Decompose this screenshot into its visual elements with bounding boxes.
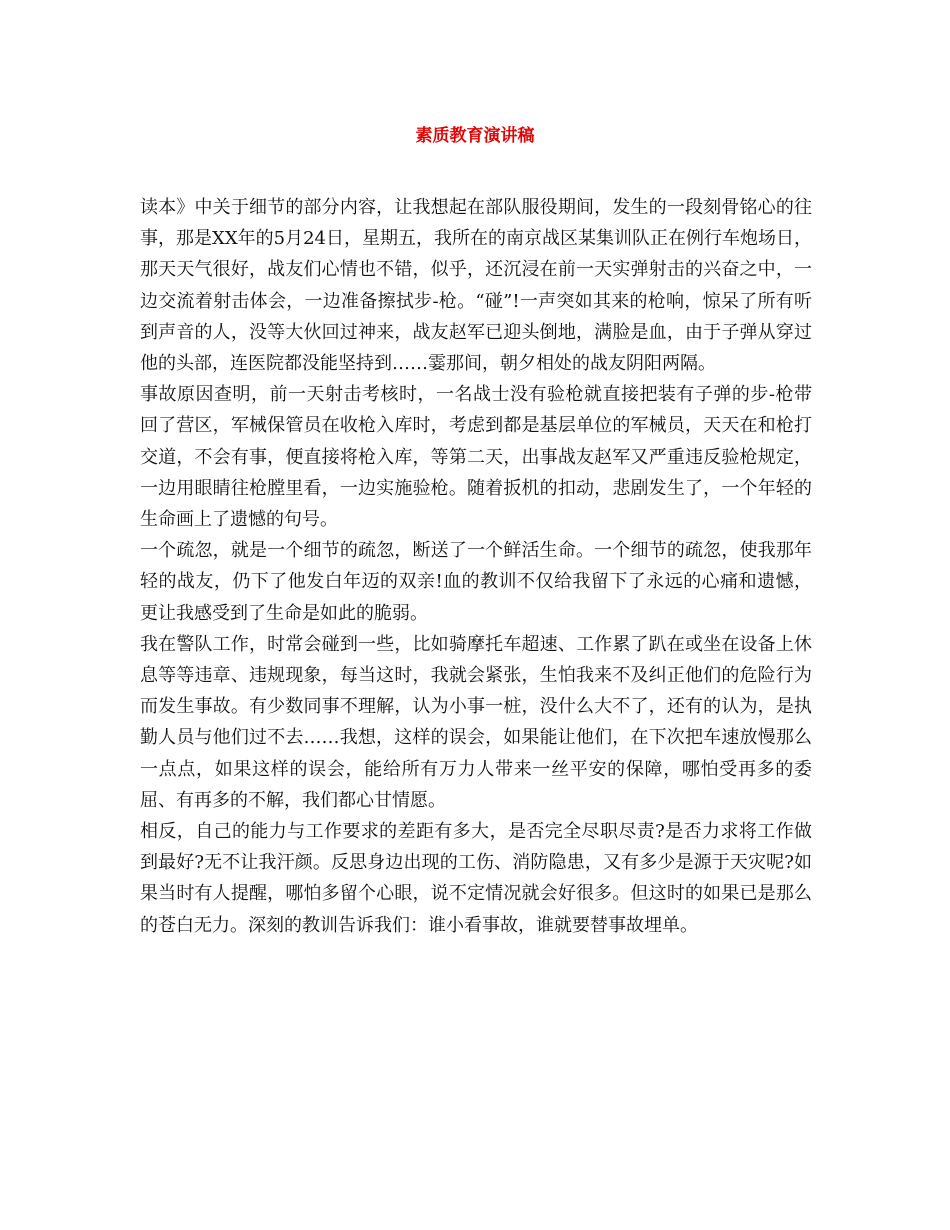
paragraph-3: 一个疏忽，就是一个细节的疏忽，断送了一个鲜活生命。一个细节的疏忽，使我那年轻的战友，仍下了他发白年迈的双亲!血的教训不仅给我留下了永远的心痛和遗憾，更让我感受到了生命是如此的脆弱。 [140,540,812,624]
paragraph-1: 读本》中关于细节的部分内容，让我想起在部队服役期间，发生的一段刻骨铭心的往事，那是XX年的5月24日，星期五，我所在的南京战区某集训队正在例行车炮场日，那天天气很好，战友们心情也不错，似乎，还沉浸在前一天实弹射击的兴奋之中，一边交流着射击体会，一边准备擦拭步-枪。“碰”!一声突如其来的枪响，惊呆了所有听到声音的人，没等大伙回过神来，战友赵军已迎头倒地，满脸是血，由于子弹从穿过他的头部，连医院都没能坚持到……霎那间，朝夕相处的战友阴阳两隔。 [140,197,812,375]
paragraph-2: 事故原因查明，前一天射击考核时，一名战士没有验枪就直接把装有子弹的步-枪带回了营区，军械保管员在收枪入库时，考虑到都是基层单位的军械员，天天在和枪打交道，不会有事，便直接将枪入库，等第二天，出事战友赵军又严重违反验枪规定，一边用眼睛往枪膛里看，一边实施验枪。随着扳机的扣动，悲剧发生了，一个年轻的生命画上了遗憾的句号。 [140,384,813,531]
paragraph-4: 我在警队工作，时常会碰到一些，比如骑摩托车超速、工作累了趴在或坐在设备上休息等等违章、违规现象，每当这时，我就会紧张，生怕我来不及纠正他们的危险行为而发生事故。有少数同事不理解，认为小事一桩，没什么大不了，还有的认为，是执勤人员与他们过不去……我想，这样的误会，如果能让他们，在下次把车速放慢那么一点点，如果这样的误会，能给所有万力人带来一丝平安的保障，哪怕受再多的委屈、有再多的不解，我们都心甘情愿。 [140,633,812,811]
paragraph-5: 相反，自己的能力与工作要求的差距有多大，是否完全尽职尽责?是否力求将工作做到最好?无不让我汗颜。反思身边出现的工伤、消防隐患，又有多少是源于天灾呢?如果当时有人提醒，哪怕多留个心眼，说不定情况就会好很多。但这时的如果已是那么的苍白无力。深刻的教训告诉我们：谁小看事故，谁就要替事故埋单。 [140,821,812,936]
document-body [140,192,812,941]
document-title: 素质教育演讲稿 [415,126,535,146]
